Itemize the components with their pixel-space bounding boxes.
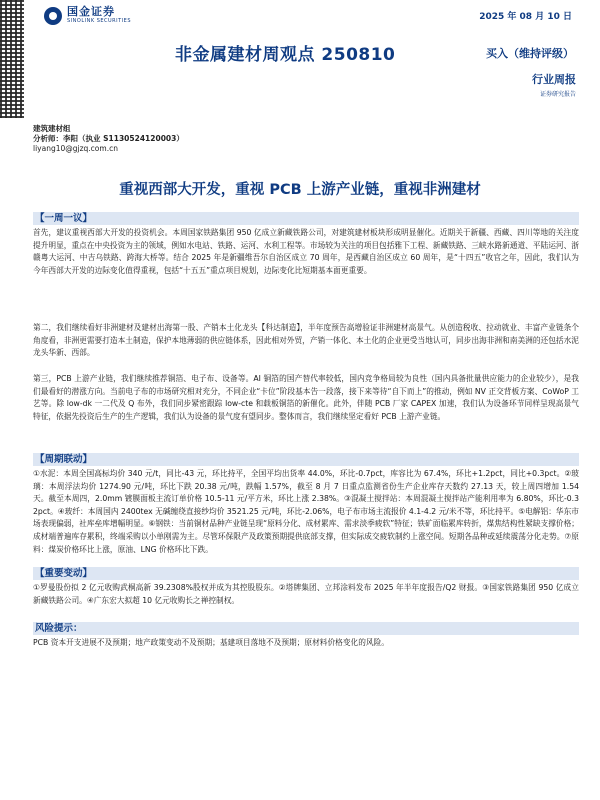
report-header — [0, 0, 600, 118]
logo-mark-icon — [44, 7, 62, 25]
section-title-key-changes: 【重要变动】 — [35, 568, 93, 579]
weekly-topic-paragraph-1: 首先，建议重视西部大开发的投资机会。本周国家铁路集团 950 亿成立新藏铁路公司，对建筑建材板块形成明显催化。近期关于新疆、西藏、四川等地的关注度提升明显，重点在中央投资为主的领域，例如水电站、铁路、运河、水利工程等。市场较为关注的项目包括雅下工程、新藏铁路、三峡水路新通道、平陆运河、浙赣粤大运河、中吉乌铁路、跨海大桥等。结合 2025 年是新疆维吾尔自治区成立 70 周年，是西藏自治区成立 60 周年，是“十四五”收官之年，因此，我们认为今年西部大开发的边际变化值得重视，包括“十五五”重点项目规划，边际变化比短期基本面更重要。 — [33, 228, 579, 275]
weekly-topic-paragraph-3: 第三，PCB 上游产业链，我们继续推荐铜箔、电子布、设备等。AI 铜箔的国产替代率较低，国内竞争格局较为良性（国内具备批量供应能力的企业较少），是我们最看好的潜涨方向。当前电子布的市场研究相对充分，不同企业“卡位”阶段基本告一段落，接下来等待“自下而上”的推动，例如 NV 正交背板方案、CoWoP 工艺等。除 low-dk 一二代及 Q 布外，我们同步紧密跟踪 low-cte 和载板铜箔的新催化。此外，伴随 PCB 厂家 CAPEX 加速，我们认为设备环节同样呈现高景气特征，依据先投资后生产的生产逻辑，我们认为设备的景气度有望同步。整体而言，我们继续坚定看好 PCB 上游产业链。 — [33, 374, 579, 421]
section-header-bar — [33, 567, 579, 580]
main-headline: 重视西部大开发，重视 PCB 上游产业链，重视非洲建材 — [119, 182, 481, 198]
analyst-name: 分析师：李阳（执业 S1130524120003） — [33, 134, 184, 143]
report-date: 2025 年 08 月 10 日 — [479, 12, 572, 22]
section-header-bar — [33, 453, 579, 466]
report-title: 非金属建材周观点 250810 — [175, 45, 396, 65]
report-type: 行业周报 — [532, 73, 576, 86]
section-title-weekly-topic: 【一周一议】 — [35, 213, 93, 224]
section-header-bar — [33, 212, 579, 225]
report-subtype: 证券研究报告 — [539, 91, 576, 98]
author-info — [33, 124, 184, 154]
qr-code-icon — [0, 0, 24, 118]
logo-name-cn: 国金证券 — [67, 5, 115, 18]
analyst-email: liyang10@gjzq.com.cn — [33, 144, 118, 153]
company-logo — [44, 6, 131, 25]
section-header-bar — [33, 622, 579, 635]
rating-label: 买入（维持评级） — [486, 47, 574, 60]
section-title-risk: 风险提示： — [35, 623, 83, 634]
key-changes-paragraph: ①罗曼股份拟 2 亿元收购武桐高新 39.2308%股权并成为其控股股东。②塔牌集团、立邦涂料发布 2025 年半年度报告/Q2 财报。③国家铁路集团 950 亿成立新藏铁路公司。④广东宏大拟超 10 亿元收购长之禅控制权。 — [33, 583, 579, 605]
logo-name-en: SINOLINK SECURITIES — [67, 18, 131, 24]
weekly-topic-paragraph-2: 第二，我们继续看好非洲建材及建材出海第一股、产销本土化龙头【科达制造】，半年度预告高增验证非洲建材高景气。从创造税收、拉动就业、丰富产业链条个角度看，非洲更需要打造本土制造，保护本地薄弱的供应链体系，因此相对外贸，产销一体化、本土化的企业更受当地认可，同步出海非洲和南美洲的还包括水泥龙头华新、西部。 — [33, 323, 579, 358]
team-name: 建筑建材组 — [33, 124, 71, 133]
section-title-cycle: 【周期联动】 — [35, 454, 93, 465]
cycle-paragraph: ①水泥：本周全国高标均价 340 元/t，同比-43 元，环比持平，全国平均出货率 44.0%，环比-0.7pct，库容比为 67.4%，环比+1.2pct，同比+0.3pct。②玻璃：本周浮法均价 1274.90 元/吨，环比下跌 20.38 元/吨，跌幅 1.57%，截至 8 月 7 日重点监测省份生产企业库存天数约 27.13 天，较上周四增加 1.54 天。截至本周四，2.0mm 镀膜面板主流订单价格 10.5-11 元/平方米，环比上涨 2.38%。③混凝土搅拌站：本周混凝土搅拌站产能利用率为 6.80%，环比-0.32pct。④玻纤：本周国内 2400tex 无碱缠绕直接纱均价 3521.25 元/吨，环比-2.06%，电子布市场主流报价 4.1-4.2 元/米不等，环比持平。⑤电解铝：华东市场表现偏弱，社库垒库增幅明显。⑥钢铁：当前铜材品种产业链呈现“原料分化、成材累库、需求淡季疲软”特征；铁矿面临累库转折，煤焦结构性紧缺支撑价格；成材端普遍库存累积，终端采购以小单刚需为主。尽管环保限产及政策预期提供底部支撑，但实际成交疲软制约上涨空间。短期各品种或延续震荡分化走势。⑦原料：煤炭价格环比上涨，原油、LNG 价格环比下跌。 — [33, 469, 579, 554]
risk-paragraph: PCB 资本开支进展不及预期；地产政策变动不及预期；基建项目落地不及预期；原材料价格变化的风险。 — [33, 638, 389, 647]
